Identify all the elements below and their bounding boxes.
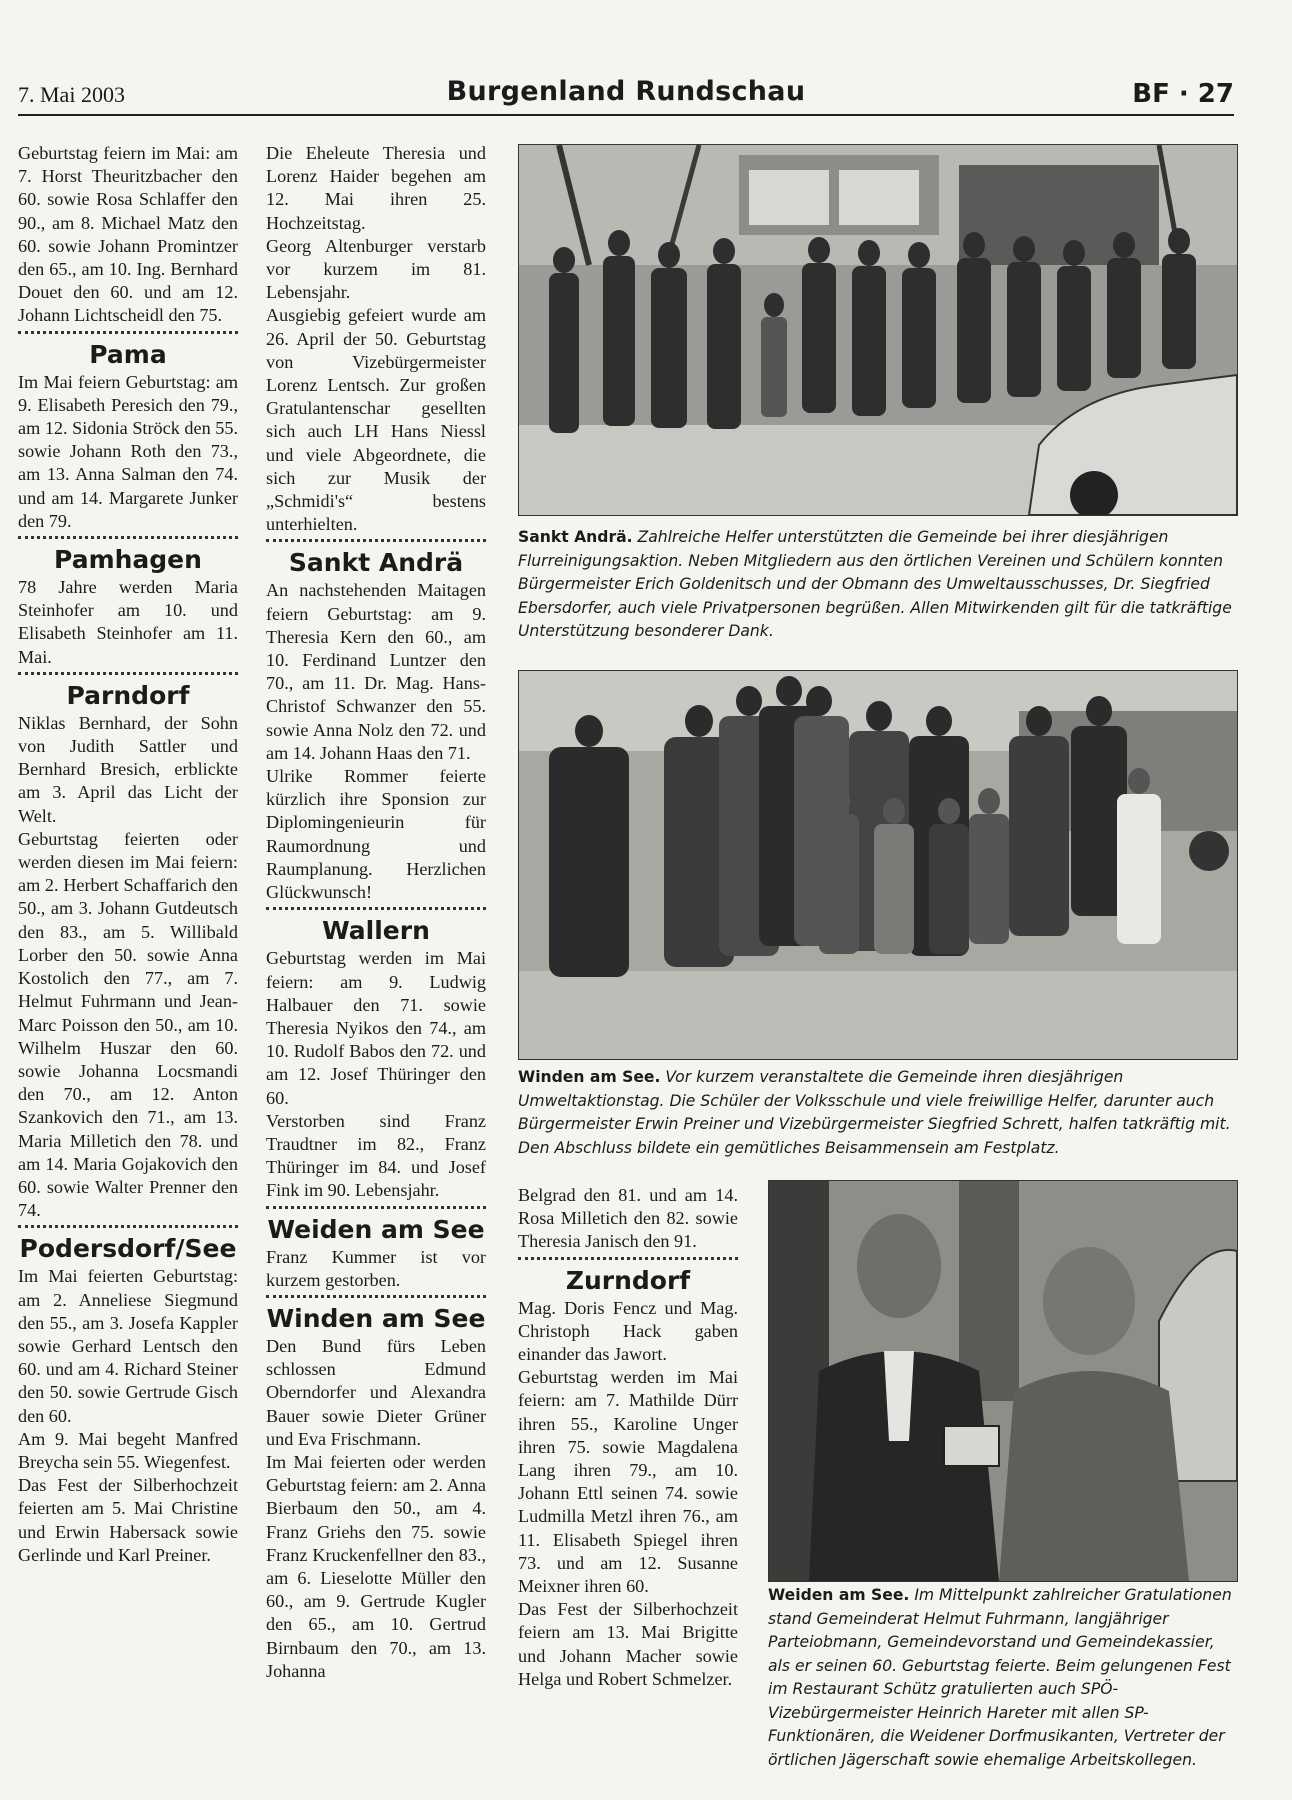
group-photo-image xyxy=(519,145,1237,515)
newspaper-title: Burgenland Rundschau xyxy=(446,76,806,107)
article-text: Niklas Bernhard, der Sohn von Judith Sattler und Bernhard Bresich, erblickte am 3. April das Licht der Welt. xyxy=(18,712,238,826)
photo-winden-environment-day xyxy=(518,670,1238,1060)
article-text: Die Eheleute Theresia und Lorenz Haider begehen am 12. Mai ihren 25. Hochzeitstag. xyxy=(266,143,486,233)
section-heading-sankt-andrae: Sankt Andrä xyxy=(266,539,486,578)
section-heading-pama: Pama xyxy=(18,331,238,370)
article-text: An nachstehenden Maitagen feiern Geburtstag: am 9. Theresia Kern den 60., am 10. Ferdinand Luntzer den 70., am 11. Dr. Mag. Hans-Christof Schwanzer den 55. sowie Anna Nolz den 72. und am 14. Johann Haas den 71. xyxy=(266,580,486,763)
article-text: Das Fest der Silberhochzeit feiern am 13. Mai Brigitte und Johann Macher sowie Helga und Robert Schmelzer. xyxy=(518,1599,738,1689)
article-text: Geburtstag werden im Mai feiern: am 7. Mathilde Dürr ihren 55., Karoline Unger ihren 75. sowie Magdalena Lang ihren 79., am 10. Johann Ettl seinen 74. sowie Ludmilla Metzl ihren 76., am 11. Elisabeth Spiegel ihren 73. und am 12. Susanne Meixner ihren 60. xyxy=(518,1367,738,1597)
article-text: Geburtstag werden im Mai feiern: am 9. Ludwig Halbauer den 71. sowie Theresia Nyikos den 74., am 10. Rudolf Babos den 72. und am 12. Josef Thüringer den 60. xyxy=(266,948,486,1108)
photo-weiden-birthday xyxy=(768,1180,1238,1582)
photo-sankt-andrae-helpers xyxy=(518,144,1238,516)
section-heading-winden: Winden am See xyxy=(266,1295,486,1334)
section-heading-wallern: Wallern xyxy=(266,907,486,946)
photo-caption-1 xyxy=(518,526,1236,644)
article-text: Den Bund fürs Leben schlossen Edmund Oberndorfer und Alexandra Bauer sowie Dieter Grüner und Eva Frischmann. xyxy=(266,1335,486,1449)
page-number: BF · 27 xyxy=(1132,79,1234,109)
caption-text: Im Mittelpunkt zahlreicher Gratulationen stand Gemeinderat Helmut Fuhrmann, langjähriger Parteiobmann, Gemeindevorstand und Gemeindekassier, als er seinen 60. Geburtstag feierte. Beim gelungenen Fest im Restaurant Schütz gratulierten auch SPÖ-Vizebürgermeister Heinrich Hareter mit allen SP-Funktionären, die Weidener Dorfmusikanten, Vertreter der örtlichen Jägerschaft sowie ehemalige Arbeitskollegen. xyxy=(768,1586,1232,1769)
caption-place: Weiden am See. xyxy=(768,1586,910,1604)
article-text: Geburtstag feiern im Mai: am 7. Horst Theuritzbacher den 60. sowie Rosa Schlaffer den 90., am 8. Michael Matz den 60. sowie Johann Promintzer den 65., am 10. Ing. Bernhard Douet den 60. und am 12. Johann Lichtscheidl den 75. xyxy=(18,143,238,326)
section-heading-parndorf: Parndorf xyxy=(18,672,238,711)
caption-text: Zahlreiche Helfer unterstützten die Gemeinde bei ihrer diesjährigen Flurreinigungsaktion. Neben Mitgliedern aus den örtlichen Vereinen und Schülern konnten Bürgermeister Erich Goldenitsch und der Obmann des Umweltausschusses, Dr. Siegfried Ebersdorfer, auch viele Privatpersonen begrüßen. Allen Mitwirkenden gilt für die tatkräftige Unterstützung besonderer Dank. xyxy=(518,528,1232,640)
article-text: Franz Kummer ist vor kurzem gestorben. xyxy=(266,1246,486,1290)
caption-place: Sankt Andrä. xyxy=(518,528,633,546)
article-text: Mag. Doris Fencz und Mag. Christoph Hack gaben einander das Jawort. xyxy=(518,1297,738,1365)
article-text: Geburtstag feierten oder werden diesen im Mai feiern: am 2. Herbert Schaffarich den 50., am 3. Johann Gutdeutsch den 83., am 5. Willibald Lorber den 50. sowie Anna Kostolich den 77., am 7. Helmut Fuhrmann und Jean-Marc Poisson den 50., am 10. Wilhelm Huszar den 60. sowie Johanna Locsmandi den 70., am 12. Anton Szankovich den 71., am 13. Maria Milletich den 78. und am 14. Maria Gojakovich den 60. sowie Walter Prenner den 74. xyxy=(18,828,238,1221)
photo-caption-3 xyxy=(768,1584,1236,1772)
article-text: 78 Jahre werden Maria Steinhofer am 10. und Elisabeth Steinhofer am 11. Mai. xyxy=(18,577,238,667)
section-heading-pamhagen: Pamhagen xyxy=(18,536,238,575)
portrait-photo-image xyxy=(769,1181,1237,1581)
column-1 xyxy=(18,142,238,1567)
article-text: Im Mai feierten Geburtstag: am 2. Anneliese Siegmund den 55., am 3. Josefa Kappler sowie Gerhard Lentsch den 60. und am 4. Richard Steiner den 50. sowie Gertrude Gisch den 60. xyxy=(18,1266,238,1426)
article-text: Verstorben sind Franz Traudtner im 82., Franz Thüringer im 84. und Josef Fink im 90. Lebensjahr. xyxy=(266,1110,486,1201)
section-heading-weiden: Weiden am See xyxy=(266,1206,486,1245)
article-text: Am 9. Mai begeht Manfred Breycha sein 55. Wiegenfest. xyxy=(18,1428,238,1472)
section-heading-podersdorf: Podersdorf/See xyxy=(18,1225,238,1264)
photo-caption-2 xyxy=(518,1066,1236,1160)
section-heading-zurndorf: Zurndorf xyxy=(518,1257,738,1296)
column-3 xyxy=(518,1184,738,1691)
caption-text: Vor kurzem veranstaltete die Gemeinde ihren diesjährigen Umweltaktionstag. Die Schüler der Volksschule und viele freiwillige Helfer, darunter auch Bürgermeister Erwin Preiner und Vizebürgermeister Siegfried Schrett, halfen tatkräftig mit. Den Abschluss bildete ein gemütliches Beisammensein am Festplatz. xyxy=(518,1068,1231,1157)
page-header xyxy=(18,76,1234,116)
article-text: Im Mai feiern Geburtstag: am 9. Elisabeth Peresich den 79., am 12. Sidonia Ströck den 55. sowie Johann Roth den 73., am 13. Anna Salman den 74. und am 14. Margarete Junker den 79. xyxy=(18,371,238,531)
article-text: Das Fest der Silberhochzeit feierten am 5. Mai Christine und Erwin Habersack sowie Gerlinde und Karl Preiner. xyxy=(18,1475,238,1565)
column-2 xyxy=(266,142,486,1683)
group-photo-image xyxy=(519,671,1237,1059)
issue-date: 7. Mai 2003 xyxy=(18,82,125,107)
article-text: Georg Altenburger verstarb vor kurzem im 81. Lebensjahr. xyxy=(266,235,486,303)
article-text: Ausgiebig gefeiert wurde am 26. April der 50. Geburtstag von Vizebürgermeister Lorenz Lentsch. Zur großen Gratulantenschar gesellten sich auch LH Hans Niessl und viele Abgeordnete, die sich zur Musik der „Schmidi's“ bestens unterhielten. xyxy=(266,305,486,535)
caption-place: Winden am See. xyxy=(518,1068,661,1086)
article-text: Im Mai feierten oder werden Geburtstag feiern: am 2. Anna Bierbaum den 50., am 4. Franz Griehs den 75. sowie Franz Kruckenfellner den 83., am 6. Lieselotte Müller den 60., am 9. Gertrude Kugler den 65., am 10. Gertrud Birnbaum den 70., am 13. Johanna xyxy=(266,1451,486,1681)
article-text: Ulrike Rommer feierte kürzlich ihre Sponsion zur Diplomingenieurin für Raumordnung und Raumplanung. Herzlichen Glückwunsch! xyxy=(266,766,486,903)
article-text: Belgrad den 81. und am 14. Rosa Milletich den 82. sowie Theresia Janisch den 91. xyxy=(518,1185,738,1252)
